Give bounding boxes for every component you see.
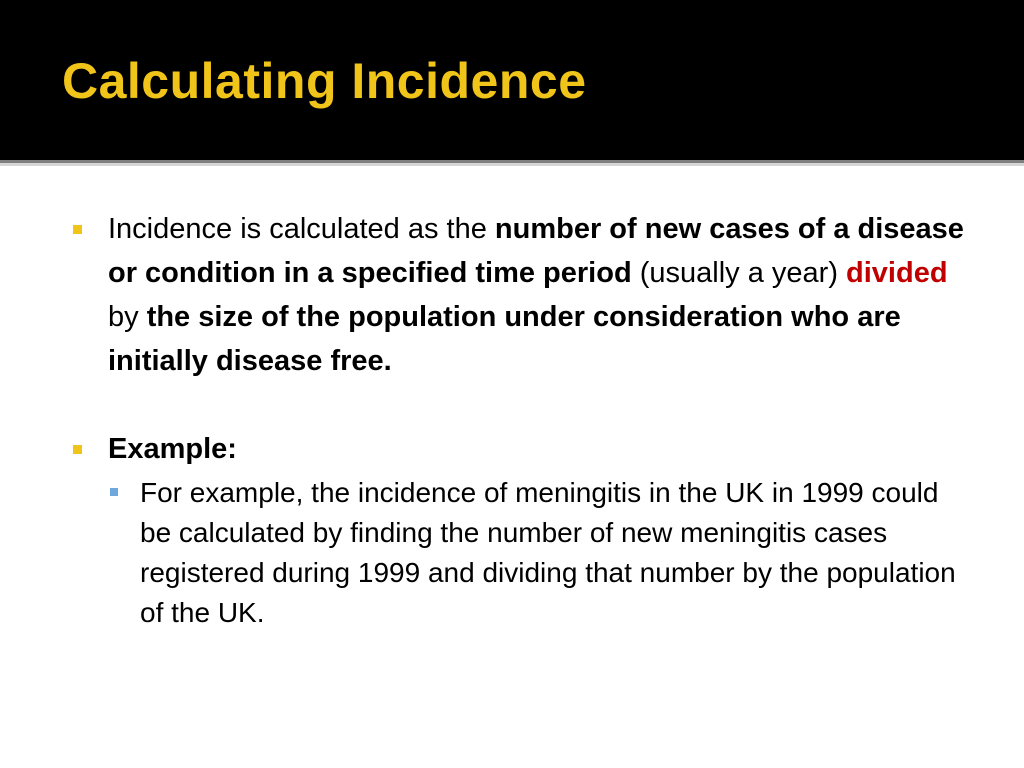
definition-text-by: by [108, 301, 147, 333]
example-text: For example, the incidence of meningitis in the UK in 1999 could be calculated by finding the number of new meningitis cases registered during 1999 and dividing that number by the population of the UK. [140, 477, 956, 628]
definition-text-denominator: the size of the population under consideration who are initially disease free. [108, 301, 901, 377]
title-bar [0, 0, 1024, 160]
slide-content [70, 207, 970, 633]
example-label: Example: [108, 433, 237, 465]
square-bullet-icon [73, 225, 82, 234]
slide-title: Calculating Incidence [62, 53, 587, 109]
sub-bullet-example-text [70, 473, 970, 633]
definition-text-intro: Incidence is calculated as the [108, 213, 495, 245]
definition-text-numerator: number of new cases of a disease or condition in a specified time period [108, 213, 964, 289]
bullet-example [70, 427, 970, 471]
definition-text-period: (usually a year) [631, 257, 847, 289]
title-divider-light [0, 163, 1024, 166]
square-sub-bullet-icon [110, 488, 118, 496]
bullet-incidence-definition [70, 207, 970, 383]
definition-text-divided: divided [846, 257, 948, 289]
square-bullet-icon [73, 445, 82, 454]
